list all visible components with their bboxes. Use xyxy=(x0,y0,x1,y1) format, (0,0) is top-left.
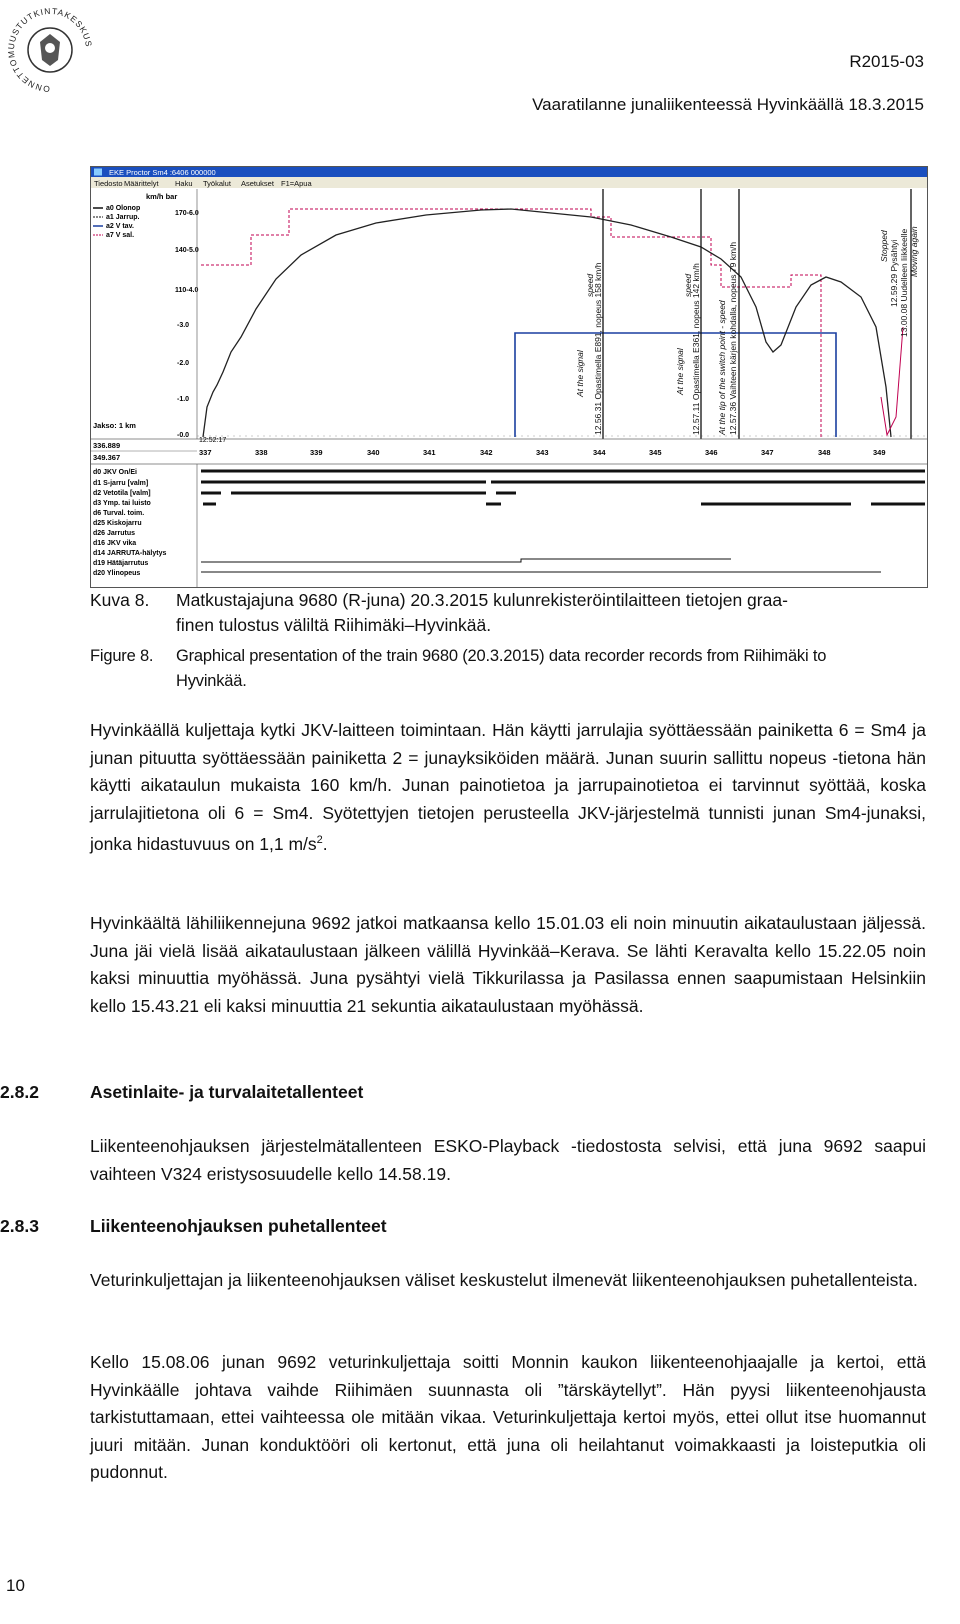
legend-a2: a2 V tav. xyxy=(106,223,134,230)
caption-en-line1: Graphical presentation of the train 9680 (20.3.2015) data recorder records from Riihimäki to xyxy=(176,647,827,665)
caption-en-line2: Hyvinkää. xyxy=(176,672,247,690)
y-tick-1: 170-6.0 xyxy=(175,210,199,217)
caption-fi-line1: Matkustajajuna 9680 (R-juna) 20.3.2015 kulunrekisteröintilaitteen tietojen graa- xyxy=(176,590,788,610)
x-tick: 346 xyxy=(705,448,718,457)
section-number-2-8-2: 2.8.2 xyxy=(0,1082,39,1102)
logo-text: ONNETTOMUUSTUTKINTAKESKUS xyxy=(5,5,95,95)
channel-d20: d20 Ylinopeus xyxy=(93,570,141,577)
km-readout-2: 349.367 xyxy=(93,453,121,462)
caption-en-label: Figure 8. xyxy=(90,647,154,665)
annotation-1-fi: 12.56.31 Opastimella E891, nopeus 158 km/h xyxy=(593,262,603,435)
menu-tyokalut[interactable]: Työkalut xyxy=(203,179,231,188)
channel-d6: d6 Turval. toim. xyxy=(93,510,145,517)
channel-d3: d3 Ymp. tai luisto xyxy=(93,500,151,507)
report-code: R2015-03 xyxy=(849,52,924,71)
channel-d25: d25 Kiskojarru xyxy=(93,520,142,527)
section-number-2-8-3: 2.8.3 xyxy=(0,1216,39,1236)
time-start: 12:52:17 xyxy=(199,437,227,444)
annotation-3-fi: 12.57.36 Vaihteen kärjen kohdalla, nopeus 79 km/h xyxy=(728,241,738,435)
x-tick: 343 xyxy=(536,448,549,457)
caption-fi-line2: finen tulostus väliltä Riihimäki–Hyvinkää. xyxy=(176,615,492,635)
x-tick: 342 xyxy=(480,448,493,457)
annotation-1-speed: speed xyxy=(585,273,595,297)
legend-a0: a0 Olonop xyxy=(106,205,141,212)
paragraph-4: Veturinkuljettajan ja liikenteenohjauksen väliset keskustelut ilmenevät liikenteenohjauksen puhetallenteista. xyxy=(90,1270,918,1290)
channel-d14: d14 JARRUTA-hälytys xyxy=(93,550,167,557)
channel-d26: d26 Jarrutus xyxy=(93,530,136,537)
annotation-2-speed: speed xyxy=(683,273,693,297)
channel-d19: d19 Hätäjarrutus xyxy=(93,560,149,567)
y-tick-5: -2.0 xyxy=(177,360,190,367)
x-tick: 337 xyxy=(199,448,212,457)
x-tick: 348 xyxy=(818,448,831,457)
legend-units: km/h bar xyxy=(146,192,178,201)
x-tick: 349 xyxy=(873,448,886,457)
logo xyxy=(2,2,98,98)
annotation-2-en: At the signal xyxy=(675,348,685,395)
channel-d16: d16 JKV vika xyxy=(93,540,137,547)
annotation-4-stopped: Stopped xyxy=(879,230,889,262)
x-tick: 347 xyxy=(761,448,774,457)
annotation-1-en: At the signal xyxy=(575,350,585,397)
menu-tiedosto[interactable]: Tiedosto xyxy=(94,179,123,188)
legend-a7: a7 V sal. xyxy=(106,232,135,239)
caption-fi-label: Kuva 8. xyxy=(90,590,150,610)
y-tick-3: 110-4.0 xyxy=(175,287,199,294)
y-tick-2: 140-5.0 xyxy=(175,247,199,254)
x-tick: 338 xyxy=(255,448,268,457)
section-title-2-8-2: Asetinlaite- ja turvalaitetallenteet xyxy=(90,1082,364,1102)
channel-d2: d2 Vetotila [valm] xyxy=(93,490,151,497)
km-readout-1: 336.889 xyxy=(93,441,121,450)
menu-haku[interactable]: Haku xyxy=(175,179,193,188)
y-tick-6: -1.0 xyxy=(177,396,190,403)
legend-a1: a1 Jarrup. xyxy=(106,214,140,221)
x-tick: 341 xyxy=(423,448,436,457)
channel-d1: d1 S-jarru [valm] xyxy=(93,480,149,487)
report-subtitle: Vaaratilanne junaliikenteessä Hyvinkäällä 18.3.2015 xyxy=(532,95,924,114)
jakso-label: Jakso: 1 km xyxy=(93,421,136,430)
menu-maarittelyt[interactable]: Määrittelyt xyxy=(124,179,159,188)
annotation-4-moving: Moving again xyxy=(909,226,919,277)
annotation-4-move-time: 13.00.08 Uudelleen liikkeelle xyxy=(899,228,909,337)
paragraph-1: Hyvinkäällä kuljettaja kytki JKV-laitteen toimintaan. Hän käytti jarrulajia syöttäessään painiketta 6 = Sm4 ja junan pituutta syöttäessään painiketta 2 = junayksiköiden määrä. Junan suurin sallittu nopeus -tietona hän käytti aikataulun mukaista 160 km/h. Junan painotietoa ja jarrupainotietoa ei tarvinnut syöttää, koska jarrulajitietona oli 6 = Sm4. Syötettyjen tietojen perusteella JKV-järjestelmä tunnisti junan Sm4-junaksi, jonka hidastuvuus on 1,1 $m/s^2$. xyxy=(90,720,926,854)
annotation-4-stop-time: 12.59.29 Pysähtyi xyxy=(889,239,899,307)
y-tick-4: -3.0 xyxy=(177,322,190,329)
paragraph-3: Liikenteenohjauksen järjestelmätallenteen ESKO-Playback -tiedostosta selvisi, että juna 9692 saapui vaihteen V324 eristysosuudelle kello 14.58.19. xyxy=(90,1136,926,1184)
page-number: 10 xyxy=(6,1576,25,1595)
x-tick: 344 xyxy=(593,448,606,457)
annotation-2-fi: 12.57.11 Opastimella E361, nopeus 142 km/h xyxy=(691,263,701,435)
menu-asetukset[interactable]: Asetukset xyxy=(241,179,274,188)
x-tick: 340 xyxy=(367,448,380,457)
x-tick: 345 xyxy=(649,448,662,457)
paragraph-2: Hyvinkäältä lähiliikennejuna 9692 jatkoi matkaansa kello 15.01.03 eli noin minuutin aikataulustaan jäljessä. Juna jäi vielä lisää aikataulustaan jälkeen välillä Hyvinkää–Kerava. Se lähti Keravalta kello 15.22.05 noin kaksi minuuttia myöhässä. Juna pysähtyi vielä Tikkurilassa ja Pasilassa ennen saapumistaan Helsinkiin kello 15.43.21 eli kaksi minuuttia 21 sekuntia aikataulustaan myöhässä. xyxy=(90,913,926,1016)
x-tick: 339 xyxy=(310,448,323,457)
window-title: EKE Proctor Sm4 :6406 000000 xyxy=(109,168,216,177)
recorder-screenshot xyxy=(90,166,928,588)
channel-d0: d0 JKV On/Ei xyxy=(93,469,137,476)
paragraph-5: Kello 15.08.06 junan 9692 veturinkuljettaja soitti Monnin kaukon liikenteenohjaajalle ja kertoi, että Hyvinkäälle johtava vaihde Riihimäen suunnasta oli ”tärskäytellyt”. Hän pyysi liikenteenohjausta tarkistuttamaan, ettei vaihteessa ole mitään vikaa. Veturinkuljettaja kertoi myös, ettei ollut itse huomannut juuri mitään. Junan konduktööri oli kertonut, että juna oli heilahtanut voimakkaasti ja loisteputkia oli pudonnut. xyxy=(90,1352,926,1482)
section-title-2-8-3: Liikenteenohjauksen puhetallenteet xyxy=(90,1216,387,1236)
y-tick-7: -0.0 xyxy=(177,432,190,439)
annotation-3-en: At the tip of the switch point - speed xyxy=(717,300,727,435)
menu-help[interactable]: F1=Apua xyxy=(281,179,312,188)
